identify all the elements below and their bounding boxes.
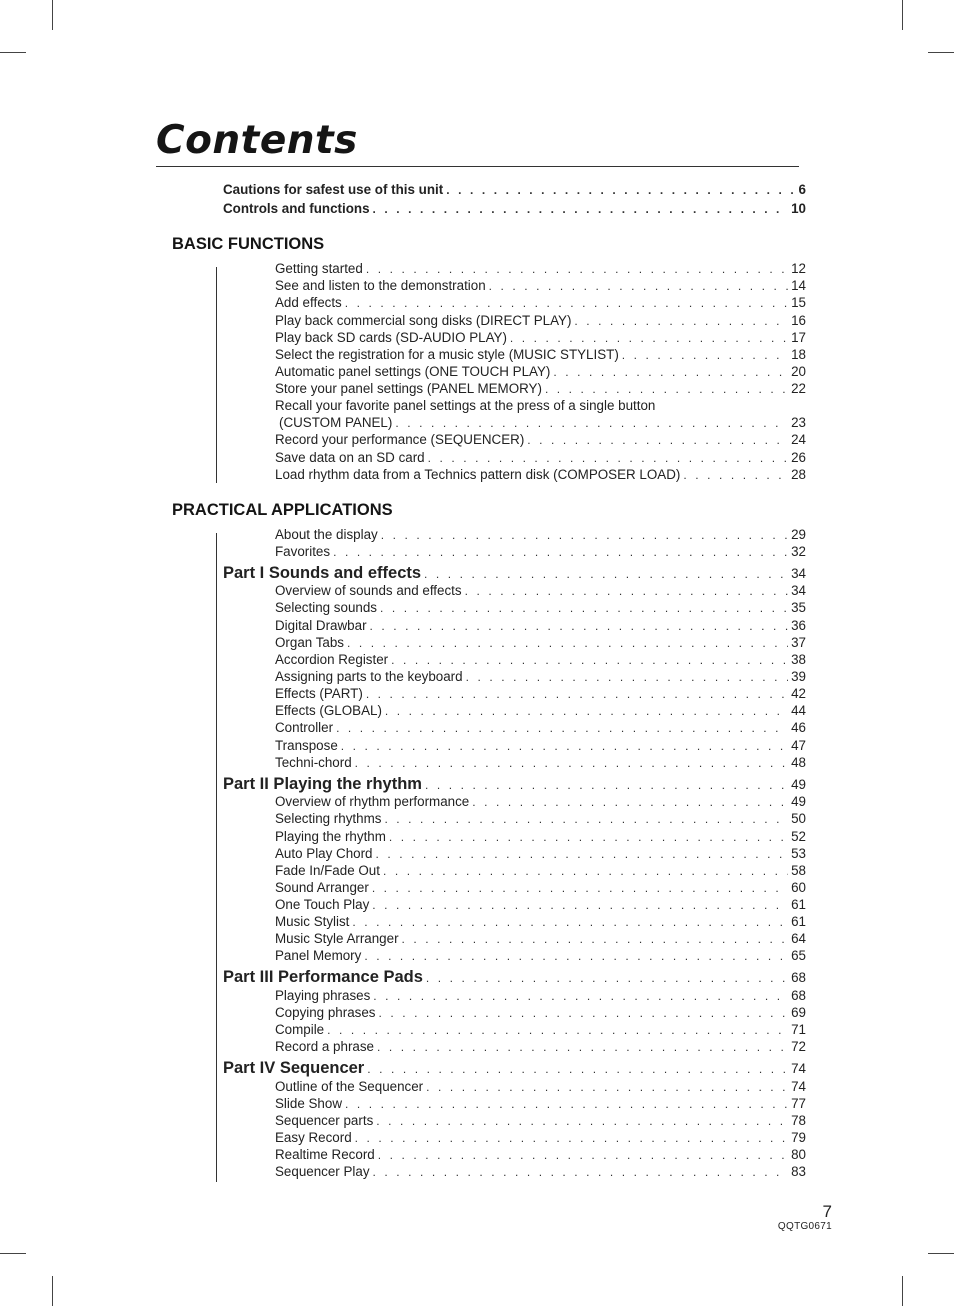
toc-item-recall-line[interactable]: Recall your favorite panel settings at the press of a single button — [275, 398, 656, 413]
toc-item[interactable] — [275, 862, 806, 879]
leader-dots — [489, 278, 788, 295]
leader-dots — [510, 330, 788, 347]
toc-item-page: 18 — [791, 347, 806, 362]
leader-dots — [377, 1039, 788, 1056]
toc-item-page: 61 — [791, 914, 806, 929]
section-heading-basic: BASIC FUNCTIONS — [172, 235, 325, 253]
leader-dots — [381, 527, 788, 544]
leader-dots — [424, 564, 788, 584]
toc-item[interactable] — [275, 913, 806, 930]
toc-item[interactable] — [275, 1112, 806, 1129]
toc-item[interactable] — [275, 930, 806, 947]
toc-part-4[interactable] — [223, 1058, 806, 1078]
toc-item-label: Effects (GLOBAL) — [275, 703, 382, 718]
toc-item[interactable] — [275, 668, 806, 685]
toc-part-page: 34 — [791, 566, 806, 581]
leader-dots — [622, 347, 788, 364]
leader-dots — [352, 914, 788, 931]
leader-dots — [372, 880, 788, 897]
toc-item-page: 69 — [791, 1005, 806, 1020]
toc-item[interactable] — [275, 737, 806, 754]
toc-item-label: Copying phrases — [275, 1005, 376, 1020]
toc-item-page: 79 — [791, 1130, 806, 1145]
leader-dots — [426, 968, 788, 988]
leader-dots — [545, 381, 788, 398]
toc-item-page: 42 — [791, 686, 806, 701]
toc-item-page: 48 — [791, 755, 806, 770]
toc-item-page: 72 — [791, 1039, 806, 1054]
leader-dots — [370, 618, 789, 635]
toc-entry-label: Cautions for safest use of this unit — [223, 182, 444, 197]
leader-dots — [391, 652, 788, 669]
crop-mark — [52, 1276, 53, 1306]
toc-item-label: One Touch Play — [275, 897, 370, 912]
toc-item-page: 74 — [791, 1079, 806, 1094]
leader-dots — [336, 720, 788, 737]
toc-item-label: Overview of rhythm performance — [275, 794, 470, 809]
toc-item-label: Accordion Register — [275, 652, 389, 667]
leader-dots — [384, 811, 788, 828]
toc-item-page: 34 — [791, 583, 806, 598]
toc-item-label: Record your performance (SEQUENCER) — [275, 432, 525, 447]
toc-item-page: 28 — [791, 467, 806, 482]
page-title: Contents — [156, 118, 358, 163]
toc-item-label: Play back SD cards (SD-AUDIO PLAY) — [275, 330, 507, 345]
toc-item-page: 22 — [791, 381, 806, 396]
toc-item-page: 36 — [791, 618, 806, 633]
toc-item-label: About the display — [275, 527, 378, 542]
toc-item[interactable] — [275, 793, 806, 810]
toc-item-label: Auto Play Chord — [275, 846, 373, 861]
crop-mark — [902, 0, 903, 30]
toc-item[interactable] — [275, 466, 806, 483]
toc-item-page: 71 — [791, 1022, 806, 1037]
toc-entry-page: 10 — [791, 201, 806, 216]
toc-item-page: 60 — [791, 880, 806, 895]
leader-dots — [345, 295, 788, 312]
leader-dots — [683, 467, 788, 484]
toc-item-page: 52 — [791, 829, 806, 844]
toc-item[interactable] — [275, 685, 806, 702]
toc-item-label: Realtime Record — [275, 1147, 375, 1162]
toc-item-page: 47 — [791, 738, 806, 753]
toc-item[interactable] — [275, 294, 806, 311]
leader-dots — [426, 1079, 788, 1096]
toc-item[interactable] — [275, 719, 806, 736]
toc-item-label: Play back commercial song disks (DIRECT PLAY) — [275, 313, 572, 328]
toc-item[interactable] — [275, 380, 806, 397]
leader-dots — [446, 182, 795, 199]
toc-item-page: 49 — [791, 794, 806, 809]
section-bar — [216, 533, 217, 1182]
toc-item-label: Effects (PART) — [275, 686, 363, 701]
toc-item[interactable] — [275, 702, 806, 719]
toc-item-label: Sequencer Play — [275, 1164, 370, 1179]
toc-part-page: 68 — [791, 970, 806, 985]
toc-item-page: 15 — [791, 295, 806, 310]
toc-item[interactable] — [275, 312, 806, 329]
leader-dots — [366, 261, 788, 278]
toc-item-label: (CUSTOM PANEL) — [279, 415, 393, 430]
toc-item-page: 16 — [791, 313, 806, 328]
leader-dots — [333, 544, 788, 561]
toc-item[interactable] — [275, 879, 806, 896]
toc-entry-cautions[interactable] — [223, 181, 806, 198]
leader-dots — [366, 686, 788, 703]
toc-item[interactable] — [275, 828, 806, 845]
toc-part-label: Part IV Sequencer — [223, 1059, 365, 1077]
leader-dots — [425, 775, 788, 795]
toc-item-label: Music Style Arranger — [275, 931, 399, 946]
toc-item-page: 29 — [791, 527, 806, 542]
toc-item[interactable] — [275, 1004, 806, 1021]
toc-item-label: Slide Show — [275, 1096, 342, 1111]
toc-item-label: Add effects — [275, 295, 342, 310]
toc-item[interactable] — [275, 1146, 806, 1163]
leader-dots — [527, 432, 788, 449]
toc-item[interactable] — [275, 1021, 806, 1038]
toc-item[interactable] — [275, 260, 806, 277]
crop-mark — [928, 52, 954, 53]
toc-item[interactable] — [275, 543, 806, 560]
toc-item[interactable] — [275, 1038, 806, 1055]
toc-item-label: Controller — [275, 720, 334, 735]
toc-item-page: 20 — [791, 364, 806, 379]
toc-item-label: Digital Drawbar — [275, 618, 367, 633]
toc-item-label: Outline of the Sequencer — [275, 1079, 424, 1094]
toc-item-page: 50 — [791, 811, 806, 826]
toc-item[interactable] — [275, 1078, 806, 1095]
toc-item[interactable] — [275, 363, 806, 380]
leader-dots — [376, 1113, 788, 1130]
leader-dots — [472, 794, 788, 811]
toc-item-page: 38 — [791, 652, 806, 667]
toc-item[interactable] — [275, 1163, 806, 1180]
leader-dots — [341, 738, 788, 755]
section-bar — [216, 267, 217, 483]
toc-item-page: 37 — [791, 635, 806, 650]
toc-item-custom-panel[interactable] — [275, 414, 806, 431]
leader-dots — [378, 1147, 788, 1164]
toc-item-label: Compile — [275, 1022, 325, 1037]
toc-entry-page: 6 — [798, 182, 806, 197]
toc-item-label: Automatic panel settings (ONE TOUCH PLAY) — [275, 364, 551, 379]
toc-item-page: 78 — [791, 1113, 806, 1128]
toc-item-label: See and listen to the demonstration — [275, 278, 486, 293]
document-code: QQTG0671 — [777, 1221, 832, 1232]
toc-item[interactable] — [275, 754, 806, 771]
toc-item[interactable] — [275, 810, 806, 827]
leader-dots — [373, 988, 788, 1005]
leader-dots — [385, 703, 788, 720]
crop-mark — [52, 0, 53, 30]
toc-item-page: 24 — [791, 432, 806, 447]
toc-item-page: 65 — [791, 948, 806, 963]
toc-item[interactable] — [275, 1095, 806, 1112]
crop-mark — [928, 1253, 954, 1254]
toc-item-label: Getting started — [275, 261, 363, 276]
toc-part-2[interactable] — [223, 774, 806, 794]
crop-mark — [902, 1276, 903, 1306]
toc-item[interactable] — [275, 634, 806, 651]
toc-item[interactable] — [275, 617, 806, 634]
toc-item-label: Sound Arranger — [275, 880, 369, 895]
toc-part-label: Part I Sounds and effects — [223, 564, 422, 582]
toc-item-label: Store your panel settings (PANEL MEMORY) — [275, 381, 542, 396]
leader-dots — [402, 931, 789, 948]
leader-dots — [383, 863, 788, 880]
section-heading-practical: PRACTICAL APPLICATIONS — [172, 501, 393, 519]
toc-item[interactable] — [275, 987, 806, 1004]
page-number: 7 — [822, 1202, 832, 1221]
toc-item-label: Organ Tabs — [275, 635, 344, 650]
leader-dots — [327, 1022, 788, 1039]
toc-item[interactable] — [275, 651, 806, 668]
toc-entry-controls[interactable] — [223, 200, 806, 217]
crop-mark — [0, 1253, 26, 1254]
leader-dots — [466, 669, 789, 686]
toc-item-label: Playing phrases — [275, 988, 371, 1003]
toc-item-label: Transpose — [275, 738, 338, 753]
toc-item-page: 14 — [791, 278, 806, 293]
toc-part-label: Part II Playing the rhythm — [223, 775, 422, 793]
toc-item-label: Select the registration for a music style (MUSIC STYLIST) — [275, 347, 619, 362]
leader-dots — [367, 1059, 788, 1079]
leader-dots — [553, 364, 788, 381]
toc-item-page: 58 — [791, 863, 806, 878]
toc-item-page: 64 — [791, 931, 806, 946]
toc-item[interactable] — [275, 947, 806, 964]
toc-item[interactable] — [275, 449, 806, 466]
leader-dots — [395, 415, 788, 432]
toc-item-label: Record a phrase — [275, 1039, 374, 1054]
leader-dots — [428, 450, 788, 467]
leader-dots — [347, 635, 788, 652]
toc-part-3[interactable] — [223, 967, 806, 987]
toc-item-page: 46 — [791, 720, 806, 735]
toc-item[interactable] — [275, 896, 806, 913]
toc-item-page: 12 — [791, 261, 806, 276]
leader-dots — [373, 201, 789, 218]
leader-dots — [376, 846, 789, 863]
toc-item-label: Easy Record — [275, 1130, 352, 1145]
toc-item-page: 61 — [791, 897, 806, 912]
leader-dots — [465, 583, 789, 600]
toc-item-page: 39 — [791, 669, 806, 684]
leader-dots — [380, 600, 788, 617]
toc-item[interactable] — [275, 582, 806, 599]
toc-item-page: 23 — [791, 415, 806, 430]
toc-item[interactable] — [275, 329, 806, 346]
toc-item-label: Favorites — [275, 544, 331, 559]
leader-dots — [355, 755, 788, 772]
toc-item-label: Playing the rhythm — [275, 829, 386, 844]
toc-item-page: 35 — [791, 600, 806, 615]
leader-dots — [364, 948, 788, 965]
toc-item[interactable] — [275, 599, 806, 616]
toc-item[interactable] — [275, 346, 806, 363]
toc-item-page: 83 — [791, 1164, 806, 1179]
toc-item[interactable] — [275, 277, 806, 294]
toc-item-label: Techni-chord — [275, 755, 352, 770]
toc-item-page: 68 — [791, 988, 806, 1003]
toc-item-label: Selecting sounds — [275, 600, 377, 615]
toc-item-page: 32 — [791, 544, 806, 559]
toc-part-1[interactable] — [223, 563, 806, 583]
toc-item-page: 44 — [791, 703, 806, 718]
leader-dots — [372, 897, 788, 914]
toc-entry-label: Controls and functions — [223, 201, 370, 216]
leader-dots — [355, 1130, 788, 1147]
leader-dots — [389, 829, 788, 846]
toc-part-page: 74 — [791, 1061, 806, 1076]
toc-item-page: 80 — [791, 1147, 806, 1162]
toc-item-label: Sequencer parts — [275, 1113, 374, 1128]
toc-item-label: Overview of sounds and effects — [275, 583, 462, 598]
leader-dots — [379, 1005, 789, 1022]
crop-mark — [0, 52, 26, 53]
toc-item-page: 26 — [791, 450, 806, 465]
toc-item-label: Fade In/Fade Out — [275, 863, 380, 878]
toc-part-page: 49 — [791, 777, 806, 792]
toc-item[interactable] — [275, 1129, 806, 1146]
toc-item-label: Load rhythm data from a Technics pattern disk (COMPOSER LOAD) — [275, 467, 681, 482]
toc-item-label: Save data on an SD card — [275, 450, 425, 465]
toc-item[interactable] — [275, 431, 806, 448]
toc-item-page: 17 — [791, 330, 806, 345]
toc-item-label: Music Stylist — [275, 914, 350, 929]
leader-dots — [345, 1096, 788, 1113]
toc-item-page: 77 — [791, 1096, 806, 1111]
leader-dots — [574, 313, 788, 330]
toc-item-label: Selecting rhythms — [275, 811, 382, 826]
leader-dots — [373, 1164, 789, 1181]
toc-item[interactable] — [275, 526, 806, 543]
toc-item[interactable] — [275, 845, 806, 862]
title-rule — [156, 166, 799, 167]
toc-item-label: Panel Memory — [275, 948, 362, 963]
toc-part-label: Part III Performance Pads — [223, 968, 423, 986]
toc-item-label: Assigning parts to the keyboard — [275, 669, 463, 684]
toc-item-page: 53 — [791, 846, 806, 861]
